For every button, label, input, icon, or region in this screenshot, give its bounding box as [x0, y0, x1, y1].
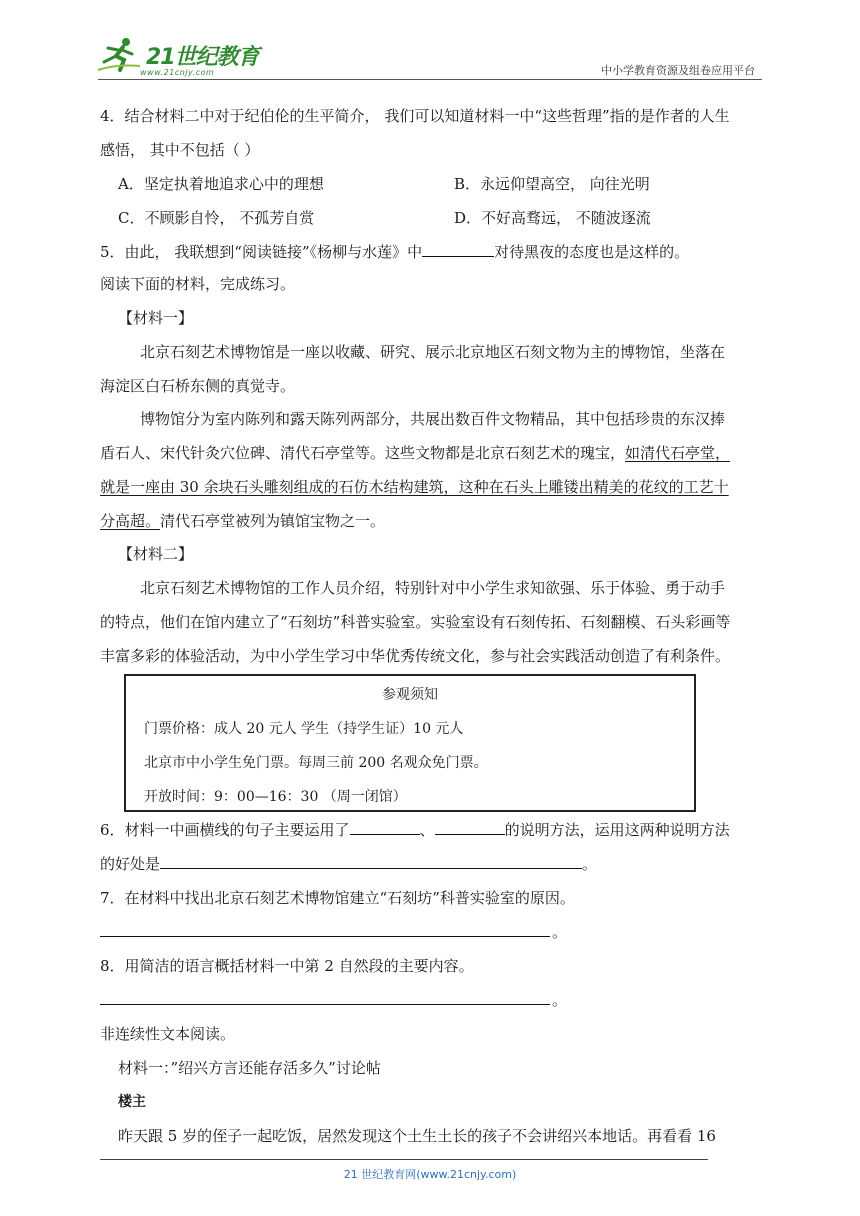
q6-text-part1: 6．材料一中画横线的句子主要运用了	[100, 821, 350, 839]
material1-heading: 【材料一】	[118, 309, 194, 327]
q7-end-mark: 。	[552, 923, 568, 941]
q7-stem: 7．在材料中找出北京石刻艺术博物馆建立“石刻坊”科普实验室的原因。	[100, 889, 575, 907]
q6-text-part2: 的说明方法，运用这两种说明方法	[504, 821, 730, 839]
material1-p2-line1: 博物馆分为室内陈列和露天陈列两部分，共展出数百件文物精品，其中包括珍贵的东汉捧	[140, 410, 726, 428]
q5-question	[100, 242, 689, 262]
q4-stem-line2: 感悟， 其中不包括（ ）	[100, 141, 260, 159]
q4-stem-line1: 4．结合材料二中对于纪伯伦的生平简介， 我们可以知道材料一中“这些哲理”指的是作者的人生	[100, 107, 730, 125]
notice-ticket-price: 门票价格：成人 20 元人 学生（持学生证）10 元人	[144, 721, 464, 737]
platform-name: 中小学教育资源及组卷应用平台	[601, 64, 755, 77]
q5-answer-blank[interactable]	[422, 242, 494, 257]
forum-poster-label: 楼主	[118, 1094, 146, 1110]
runner-logo-icon	[96, 36, 142, 76]
forum-post-line1: 昨天跟 5 岁的侄子一起吃饭，居然发现这个土生土长的孩子不会讲绍兴本地话。再看看 16	[118, 1127, 716, 1145]
q4-option-d: D．不好高骛远， 不随波逐流	[454, 209, 651, 227]
material2-heading: 【材料二】	[118, 545, 194, 563]
material2-line1: 北京石刻艺术博物馆的工作人员介绍，特别针对中小学生求知欲强、乐于体验、勇于动手	[140, 579, 726, 597]
notice-free-admission: 北京市中小学生免门票。每周三前 200 名观众免门票。	[144, 755, 488, 771]
logo-url: www.21cnjy.com	[140, 68, 215, 77]
q5-text-after: 对待黑夜的态度也是这样的。	[494, 243, 690, 261]
q6-answer-blank-3[interactable]	[160, 854, 582, 869]
q8-stem: 8．用简洁的语言概括材料一中第 2 自然段的主要内容。	[100, 957, 474, 975]
underlined-sentence-middle: 就是一座由 30 余块石头雕刻组成的石仿木结构建筑，这种在石头上雕镂出精美的花纹的工艺十	[100, 478, 729, 496]
q6-line2-text: 的好处是	[100, 855, 161, 873]
logo-text: 21世纪教育	[146, 45, 259, 70]
q7-answer-line[interactable]	[100, 936, 550, 937]
q6-end-mark: 。	[582, 855, 598, 873]
q6-question-line2	[100, 854, 597, 874]
q8-answer-line[interactable]	[100, 1004, 550, 1005]
q6-answer-blank-1[interactable]	[350, 820, 420, 835]
underlined-sentence-end: 分高超。	[100, 512, 161, 530]
underlined-sentence-start: 如清代石亭堂，	[625, 444, 731, 462]
section2-title: 非连续性文本阅读。	[100, 1025, 236, 1043]
material1-p2-line4-text: 清代石亭堂被列为镇馆宝物之一。	[160, 512, 386, 530]
material1-p2-line4	[100, 511, 385, 531]
material1-p2-line2	[100, 443, 730, 463]
notice-opening-hours: 开放时间：9：00—16：30 （周一闭馆）	[144, 789, 407, 805]
q6-separator: 、	[419, 821, 435, 839]
q8-end-mark: 。	[552, 991, 568, 1009]
footer-site[interactable]: 21 世纪教育网(www.21cnjy.com)	[343, 1168, 517, 1181]
header-divider	[98, 79, 762, 80]
q4-option-a: A．坚定执着地追求心中的理想	[118, 175, 324, 193]
material2-line2: 的特点，他们在馆内建立了“石刻坊”科普实验室。实验室设有石刻传拓、石刻翻模、石头彩画等	[100, 613, 731, 631]
material1-p1-line2: 海淀区白石桥东侧的真觉寺。	[100, 377, 296, 395]
section2-material1-title: 材料一：”绍兴方言还能存活多久”讨论帖	[118, 1059, 381, 1077]
material2-line3: 丰富多彩的体验活动，为中小学生学习中华优秀传统文化，参与社会实践活动创造了有利条件。	[100, 647, 731, 665]
q6-answer-blank-2[interactable]	[435, 820, 505, 835]
q5-text-before: 5．由此， 我联想到“阅读链接”《杨柳与水莲》中	[100, 243, 423, 261]
material1-p2-line2-text: 盾石人、宋代针灸穴位碑、清代石亭堂等。这些文物都是北京石刻艺术的瑰宝，	[100, 444, 626, 462]
site-logo	[96, 34, 266, 80]
reading-intro: 阅读下面的材料，完成练习。	[100, 275, 296, 293]
visitor-notice-box	[124, 674, 696, 812]
q4-option-b: B．永远仰望高空， 向往光明	[454, 175, 650, 193]
q4-option-c: C．不顾影自怜， 不孤芳自赏	[118, 209, 315, 227]
notice-title: 参观须知	[382, 687, 438, 703]
material1-p1-line1: 北京石刻艺术博物馆是一座以收藏、研究、展示北京地区石刻文物为主的博物馆，坐落在	[140, 343, 726, 361]
footer-divider	[100, 1159, 708, 1160]
q6-question-line1	[100, 820, 730, 840]
